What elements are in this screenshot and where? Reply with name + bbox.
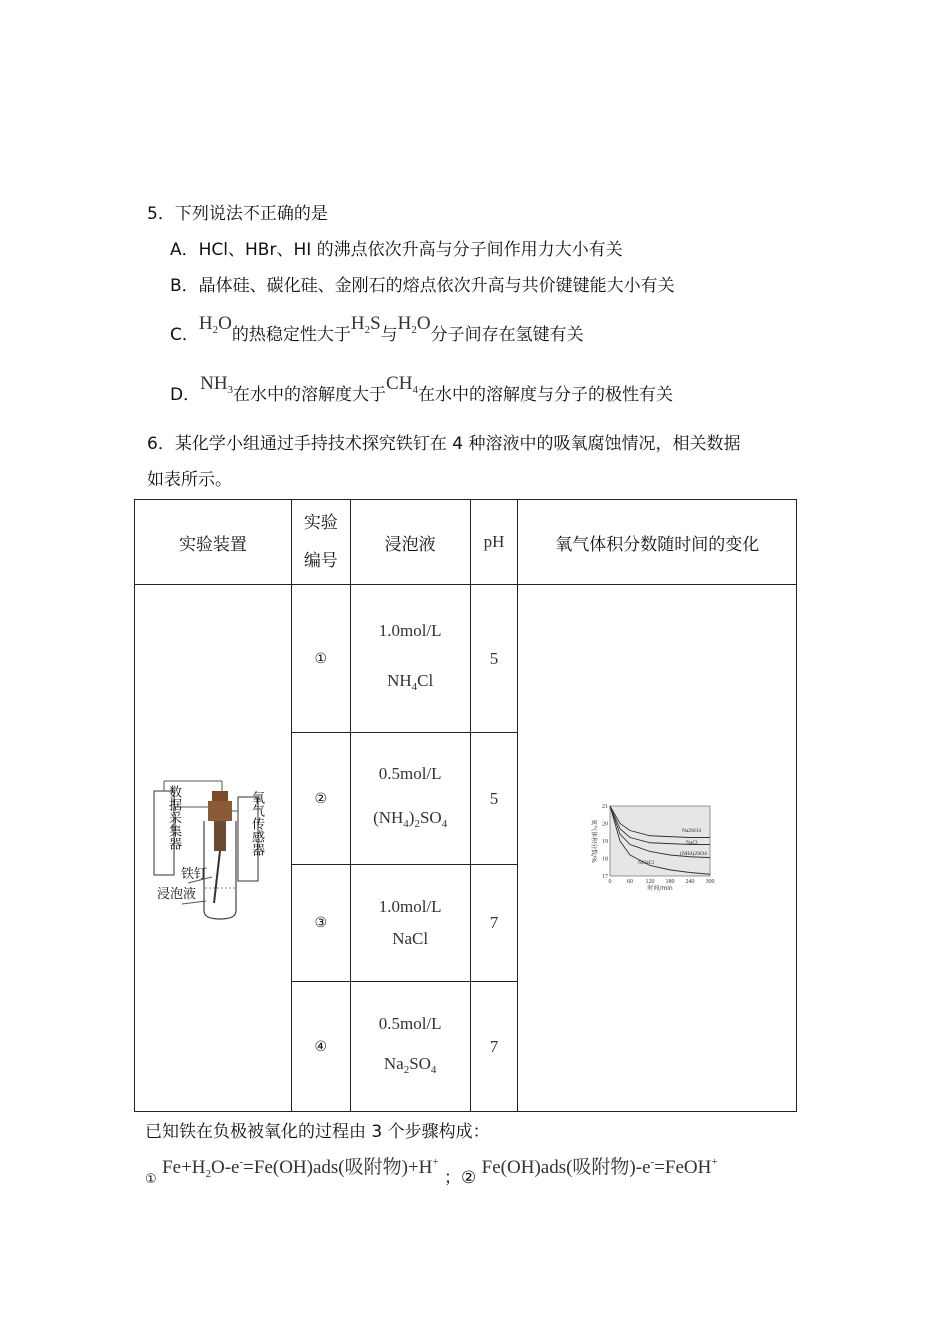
apparatus-cell xyxy=(135,585,292,1112)
x-tick-label: 0 xyxy=(608,879,612,885)
formula-nh3: $NH_3$ xyxy=(200,373,234,396)
x-tick-label: 300 xyxy=(705,879,715,885)
formula-h2s: $H_2S$ xyxy=(350,313,381,336)
x-tick-label: 120 xyxy=(645,879,655,885)
experiment-table xyxy=(134,499,797,1112)
y-tick-label: 20 xyxy=(602,821,609,828)
q5-option-b: B．晶体硅、碳化硅、金刚石的熔点依次升高与共价键键能大小有关 xyxy=(170,276,675,296)
q6-stem-line1: 6．某化学小组通过手持技术探究铁钉在 4 种溶液中的吸氧腐蚀情况，相关数据 xyxy=(147,434,741,454)
header-ph: pH xyxy=(470,500,518,585)
x-tick-label: 240 xyxy=(685,879,695,885)
row-ph: 5 xyxy=(470,733,518,865)
row-number: ③ xyxy=(291,865,350,982)
nail-label: 铁钉 xyxy=(181,867,208,882)
row-number: ② xyxy=(291,733,350,865)
known-text: 已知铁在负极被氧化的过程由 3 个步骤构成： xyxy=(145,1122,490,1142)
formula-ch4: $CH_4$ xyxy=(386,373,418,396)
series-label: (NH4)2SO4 xyxy=(680,851,708,857)
y-tick-label: 17 xyxy=(602,874,609,880)
step2-equation: Fe(OH)ads(吸附物)-e-=FeOH+ xyxy=(481,1156,718,1178)
q6-stem-line2: 如表所示。 xyxy=(147,470,232,490)
option-prefix: D． xyxy=(170,385,201,405)
row-solution: 0.5mol/L $Na_2SO_4$ xyxy=(350,982,470,1112)
formula-h2o-2: $H_2O$ xyxy=(397,313,431,336)
header-solution: 浸泡液 xyxy=(350,500,470,585)
y-tick-label: 18 xyxy=(602,856,609,863)
solution-label: 浸泡液 xyxy=(157,887,197,902)
row-ph: 7 xyxy=(470,865,518,982)
text: 的热稳定性大于 xyxy=(231,325,351,345)
step1-equation: $Fe+H_2O-e^-=Fe(OH)ads$(吸附物)+H+ xyxy=(162,1156,439,1180)
collector-label: 数据采集器 xyxy=(166,785,181,850)
step1-number: ① xyxy=(145,1172,157,1187)
q5-option-d xyxy=(170,369,673,405)
text: 与 xyxy=(380,325,398,345)
x-tick-label: 180 xyxy=(665,879,675,885)
row-solution: 0.5mol/L $(NH_4)_2SO_4$ xyxy=(350,733,470,865)
oxygen-chart xyxy=(582,798,732,898)
x-tick-label: 60 xyxy=(627,879,634,885)
text: 分子间存在氢键有关 xyxy=(430,325,584,345)
q5-stem: 5．下列说法不正确的是 xyxy=(147,204,328,224)
header-change: 氧气体积分数随时间的变化 xyxy=(518,500,797,585)
table-header-row xyxy=(135,500,797,585)
y-tick-label: 19 xyxy=(602,839,609,845)
steps-line xyxy=(145,1152,718,1188)
row-number: ① xyxy=(291,585,350,733)
text: 在水中的溶解度与分子的极性有关 xyxy=(417,385,673,405)
row-ph: 5 xyxy=(470,585,518,733)
table-row xyxy=(135,585,797,733)
q5-option-c xyxy=(170,309,584,345)
row-ph: 7 xyxy=(470,982,518,1112)
row-solution: 1.0mol/L NaCl xyxy=(350,865,470,982)
chart-cell xyxy=(518,585,797,1112)
sensor-label: 氧气传感器 xyxy=(249,791,264,856)
x-axis-label: 时间/min xyxy=(647,885,673,892)
row-solution: 1.0mol/L $NH_4Cl$ xyxy=(350,585,470,733)
text: 在水中的溶解度大于 xyxy=(233,385,387,405)
header-device: 实验装置 xyxy=(135,500,292,585)
row-number: ④ xyxy=(291,982,350,1112)
option-prefix: C． xyxy=(170,325,199,345)
separator: ；② xyxy=(444,1168,477,1188)
y-axis-label: 氧气体积分数/% xyxy=(590,819,598,863)
series-label: NH4Cl xyxy=(638,860,655,866)
header-number: 实验 编号 xyxy=(291,500,350,585)
q5-option-a: A．HCl、HBr、HI 的沸点依次升高与分子间作用力大小有关 xyxy=(170,240,623,260)
formula-h2o: $H_2O$ xyxy=(198,313,232,336)
y-tick-label: 21 xyxy=(602,804,609,810)
series-label: NaCl xyxy=(686,840,698,846)
series-label: Na2SO4 xyxy=(682,828,702,834)
